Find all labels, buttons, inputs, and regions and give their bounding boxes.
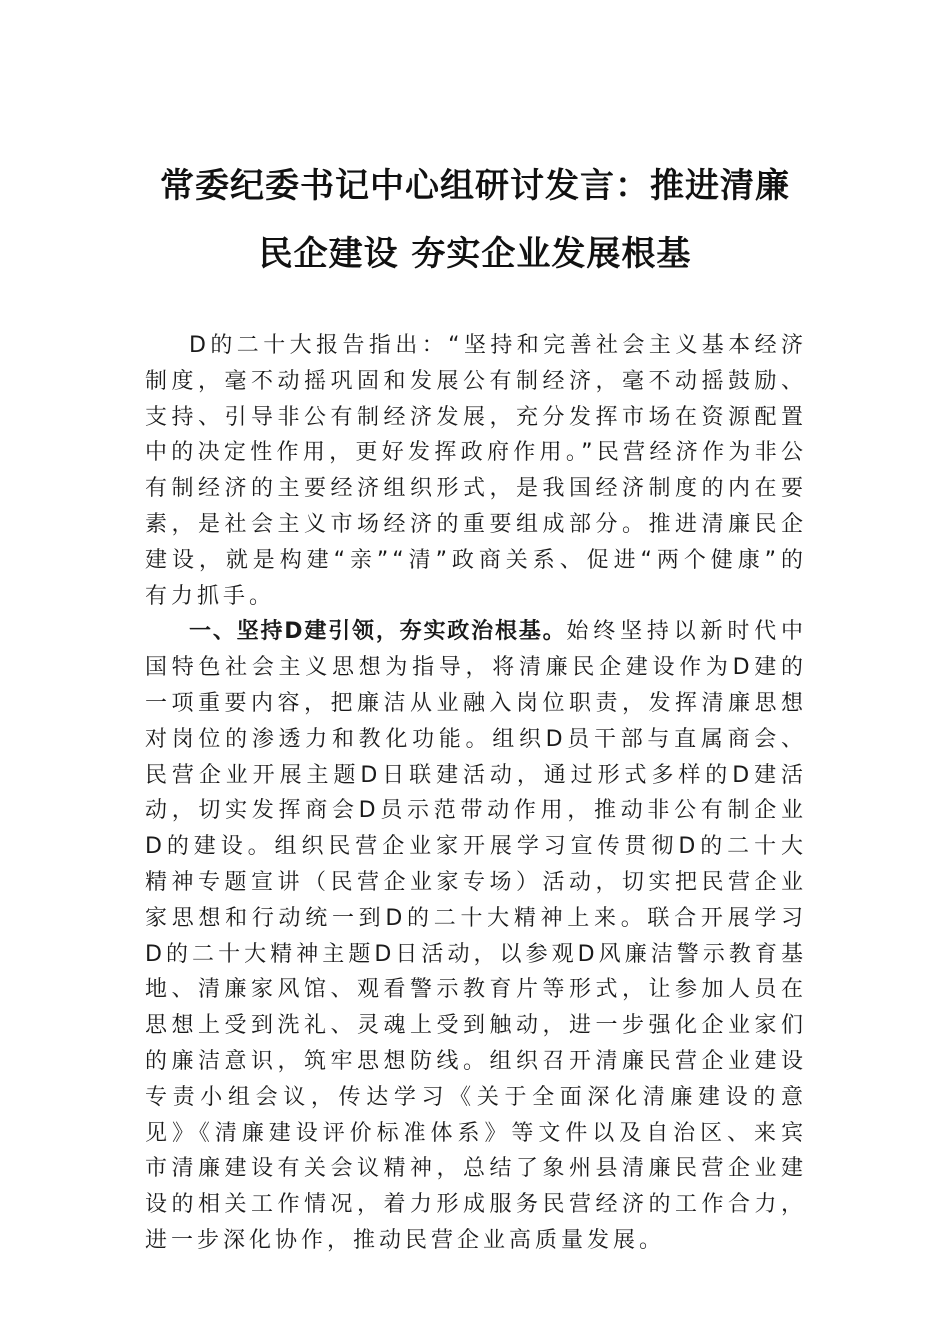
paragraph-text: D的二十大报告指出：“坚持和完善社会主义基本经济制度，毫不动摇巩固和发展公有制经济，毫不动摇鼓励、支持、引导非公有制经济发展，充分发挥市场在资源配置中的决定性作用，更好发挥政府作用。”民营经济作为非公有制经济的主要经济组织形式，是我国经济制度的内在要素，是社会主义市场经济的重要组成部分。推进清廉民企建设，就是构建“亲”“清”政商关系、促进“两个健康”的有力抓手。 [145,333,807,609]
paragraph-intro [145,328,807,614]
title-line-2: 民企建设 夯实企业发展根基 [258,234,692,274]
title-line-1: 常委纪委书记中心组研讨发言：推进清廉 [160,166,790,206]
document-title [120,152,830,288]
section-heading: 一、坚持D建引领，夯实政治根基。 [189,619,567,645]
paragraph-section-1 [145,614,807,1258]
document-body [145,328,807,1259]
paragraph-text: 始终坚持以新时代中国特色社会主义思想为指导，将清廉民企建设作为D建的一项重要内容，把廉洁从业融入岗位职责，发挥清廉思想对岗位的渗透力和教化功能。组织D员干部与直属商会、民营企业开展主题D日联建活动，通过形式多样的D建活动，切实发挥商会D员示范带动作用，推动非公有制企业D的建设。组织民营企业家开展学习宣传贯彻D的二十大精神专题宣讲（民营企业家专场）活动，切实把民营企业家思想和行动统一到D的二十大精神上来。联合开展学习D的二十大精神主题D日活动，以参观D风廉洁警示教育基地、清廉家风馆、观看警示教育片等形式，让参加人员在思想上受到洗礼、灵魂上受到触动，进一步强化企业家们的廉洁意识，筑牢思想防线。组织召开清廉民营企业建设专责小组会议，传达学习《关于全面深化清廉建设的意见》《清廉建设评价标准体系》等文件以及自治区、来宾市清廉建设有关会议精神，总结了象州县清廉民营企业建设的相关工作情况，着力形成服务民营经济的工作合力，进一步深化协作，推动民营企业高质量发展。 [145,619,807,1253]
